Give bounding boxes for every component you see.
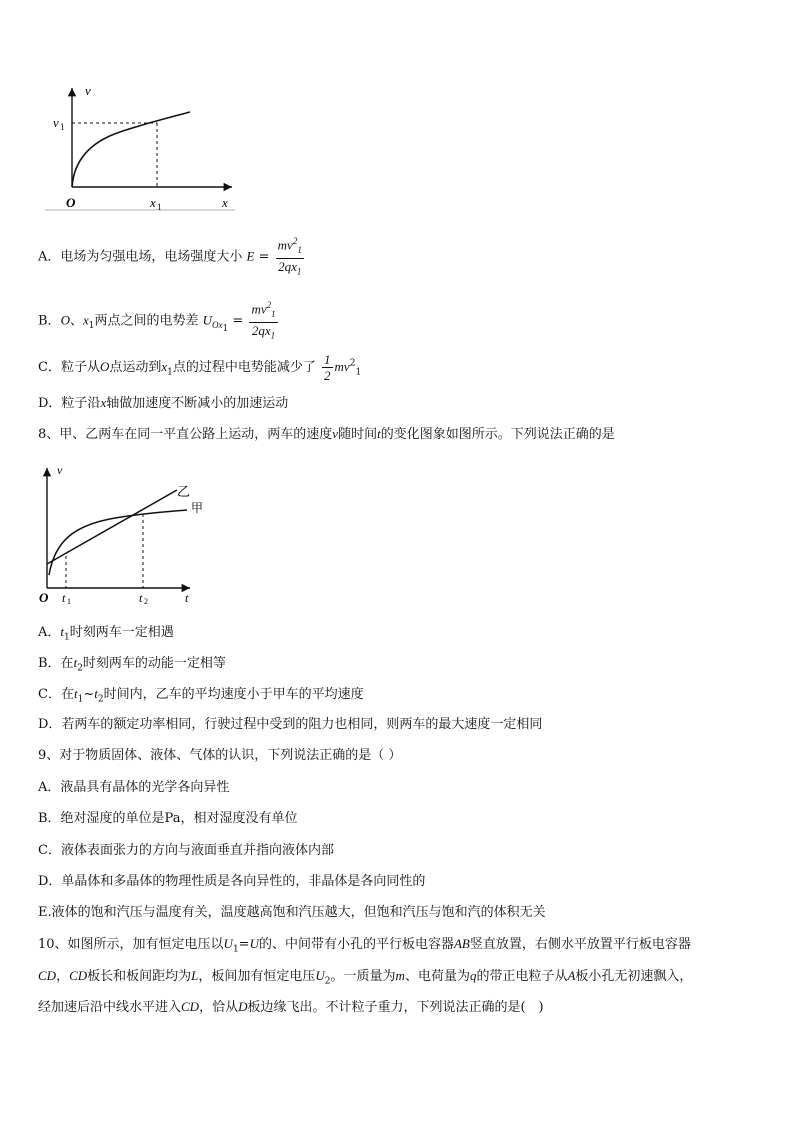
t2-label: t [139, 591, 143, 605]
q8-option-a: A．$t_1$时刻两车一定相遇 [38, 624, 174, 643]
q7-option-c: C．粒子从O点运动到$x_1$点的过程中电势能减少了 $\frac{1}{2}$ $mv^2_1$ [38, 352, 362, 383]
jia-curve [49, 510, 187, 575]
q8-option-c: C．在$t_1\sim t_2$时间内，乙车的平均速度小于甲车的平均速度 [38, 686, 364, 705]
origin-label: O [39, 590, 49, 605]
x1-label: x [150, 195, 156, 210]
q10-stem-line-2: CD，CD板长和板间距均为L，板间加有恒定电压$U_2$。一质量为m、电荷量为q的带正电粒子从A板小孔无初速飘入， [38, 968, 693, 987]
y-axis-label: v [57, 463, 63, 477]
q10-stem-line-1: 10、如图所示，加有恒定电压以$U_1=U$的、中间带有小孔的平行板电容器AB竖直放置，右侧水平放置平行板电容器 [38, 936, 691, 955]
q7-option-a: A．电场为匀强电场，电场强度大小 E = $\frac{mv^2_1}{2qx_1}$ [38, 234, 306, 280]
x-axis-label: t [185, 591, 189, 605]
q8-stem: 8、甲、乙两车在同一平直公路上运动，两车的速度v随时间t的变化图象如图所示。下列说法正确的是 [38, 426, 615, 442]
fraction: $\frac{mv^2_1}{2qx_1}$ [277, 236, 302, 277]
q8-option-b: B．在$t_2$时刻两车的动能一定相等 [38, 655, 226, 674]
t1-label: t [62, 591, 66, 605]
q7-option-d: D．粒子沿x轴做加速度不断减小的加速运动 [38, 395, 289, 411]
v-x-graph [40, 80, 240, 215]
x1-label-sub: 1 [157, 202, 162, 212]
t1-label-sub: 1 [67, 597, 71, 606]
yi-line [47, 490, 177, 564]
q9-option-a: A．液晶具有晶体的光学各向异性 [38, 780, 230, 795]
t2-label-sub: 2 [144, 597, 148, 606]
q9-option-e: E.液体的饱和汽压与温度有关，温度越高饱和汽压越大，但饱和汽压与饱和汽的体积无关 [38, 905, 546, 920]
y-axis-label: v [85, 83, 91, 98]
x-axis-label: x [222, 195, 228, 210]
fraction: $\frac{1}{2}$ [324, 352, 331, 383]
q9-option-d: D．单晶体和多晶体的物理性质是各向异性的，非晶体是各向同性的 [38, 874, 426, 889]
jia-label: 甲 [191, 501, 204, 515]
fraction: $\frac{mv^2_1}{2qx_1}$ [251, 300, 276, 341]
v-x-curve [72, 112, 190, 187]
v1-label: v [53, 115, 59, 130]
q8-option-d: D．若两车的额定功率相同，行驶过程中受到的阻力也相同，则两车的最大速度一定相同 [38, 717, 543, 732]
q9-option-b: B．绝对湿度的单位是Pa，相对湿度没有单位 [38, 811, 298, 826]
q10-stem-line-3: 经加速后沿中线水平进入CD，恰从D板边缘飞出。不计粒子重力，下列说法正确的是( ) [38, 999, 544, 1015]
q9-option-c: C．液体表面张力的方向与液面垂直并指向液体内部 [38, 843, 334, 858]
origin-label: O [66, 195, 76, 210]
q7-option-b: B．O、$x_1$两点之间的电势差 $U_{Ox_1}$ = $\frac{mv^2_1}{2qx_1}$ [38, 298, 280, 344]
q9-stem: 9、对于物质固体、液体、气体的认识，下列说法正确的是（ ） [38, 748, 402, 763]
yi-label: 乙 [177, 484, 191, 499]
v1-label-sub: 1 [60, 122, 65, 132]
v-t-graph [35, 460, 215, 610]
